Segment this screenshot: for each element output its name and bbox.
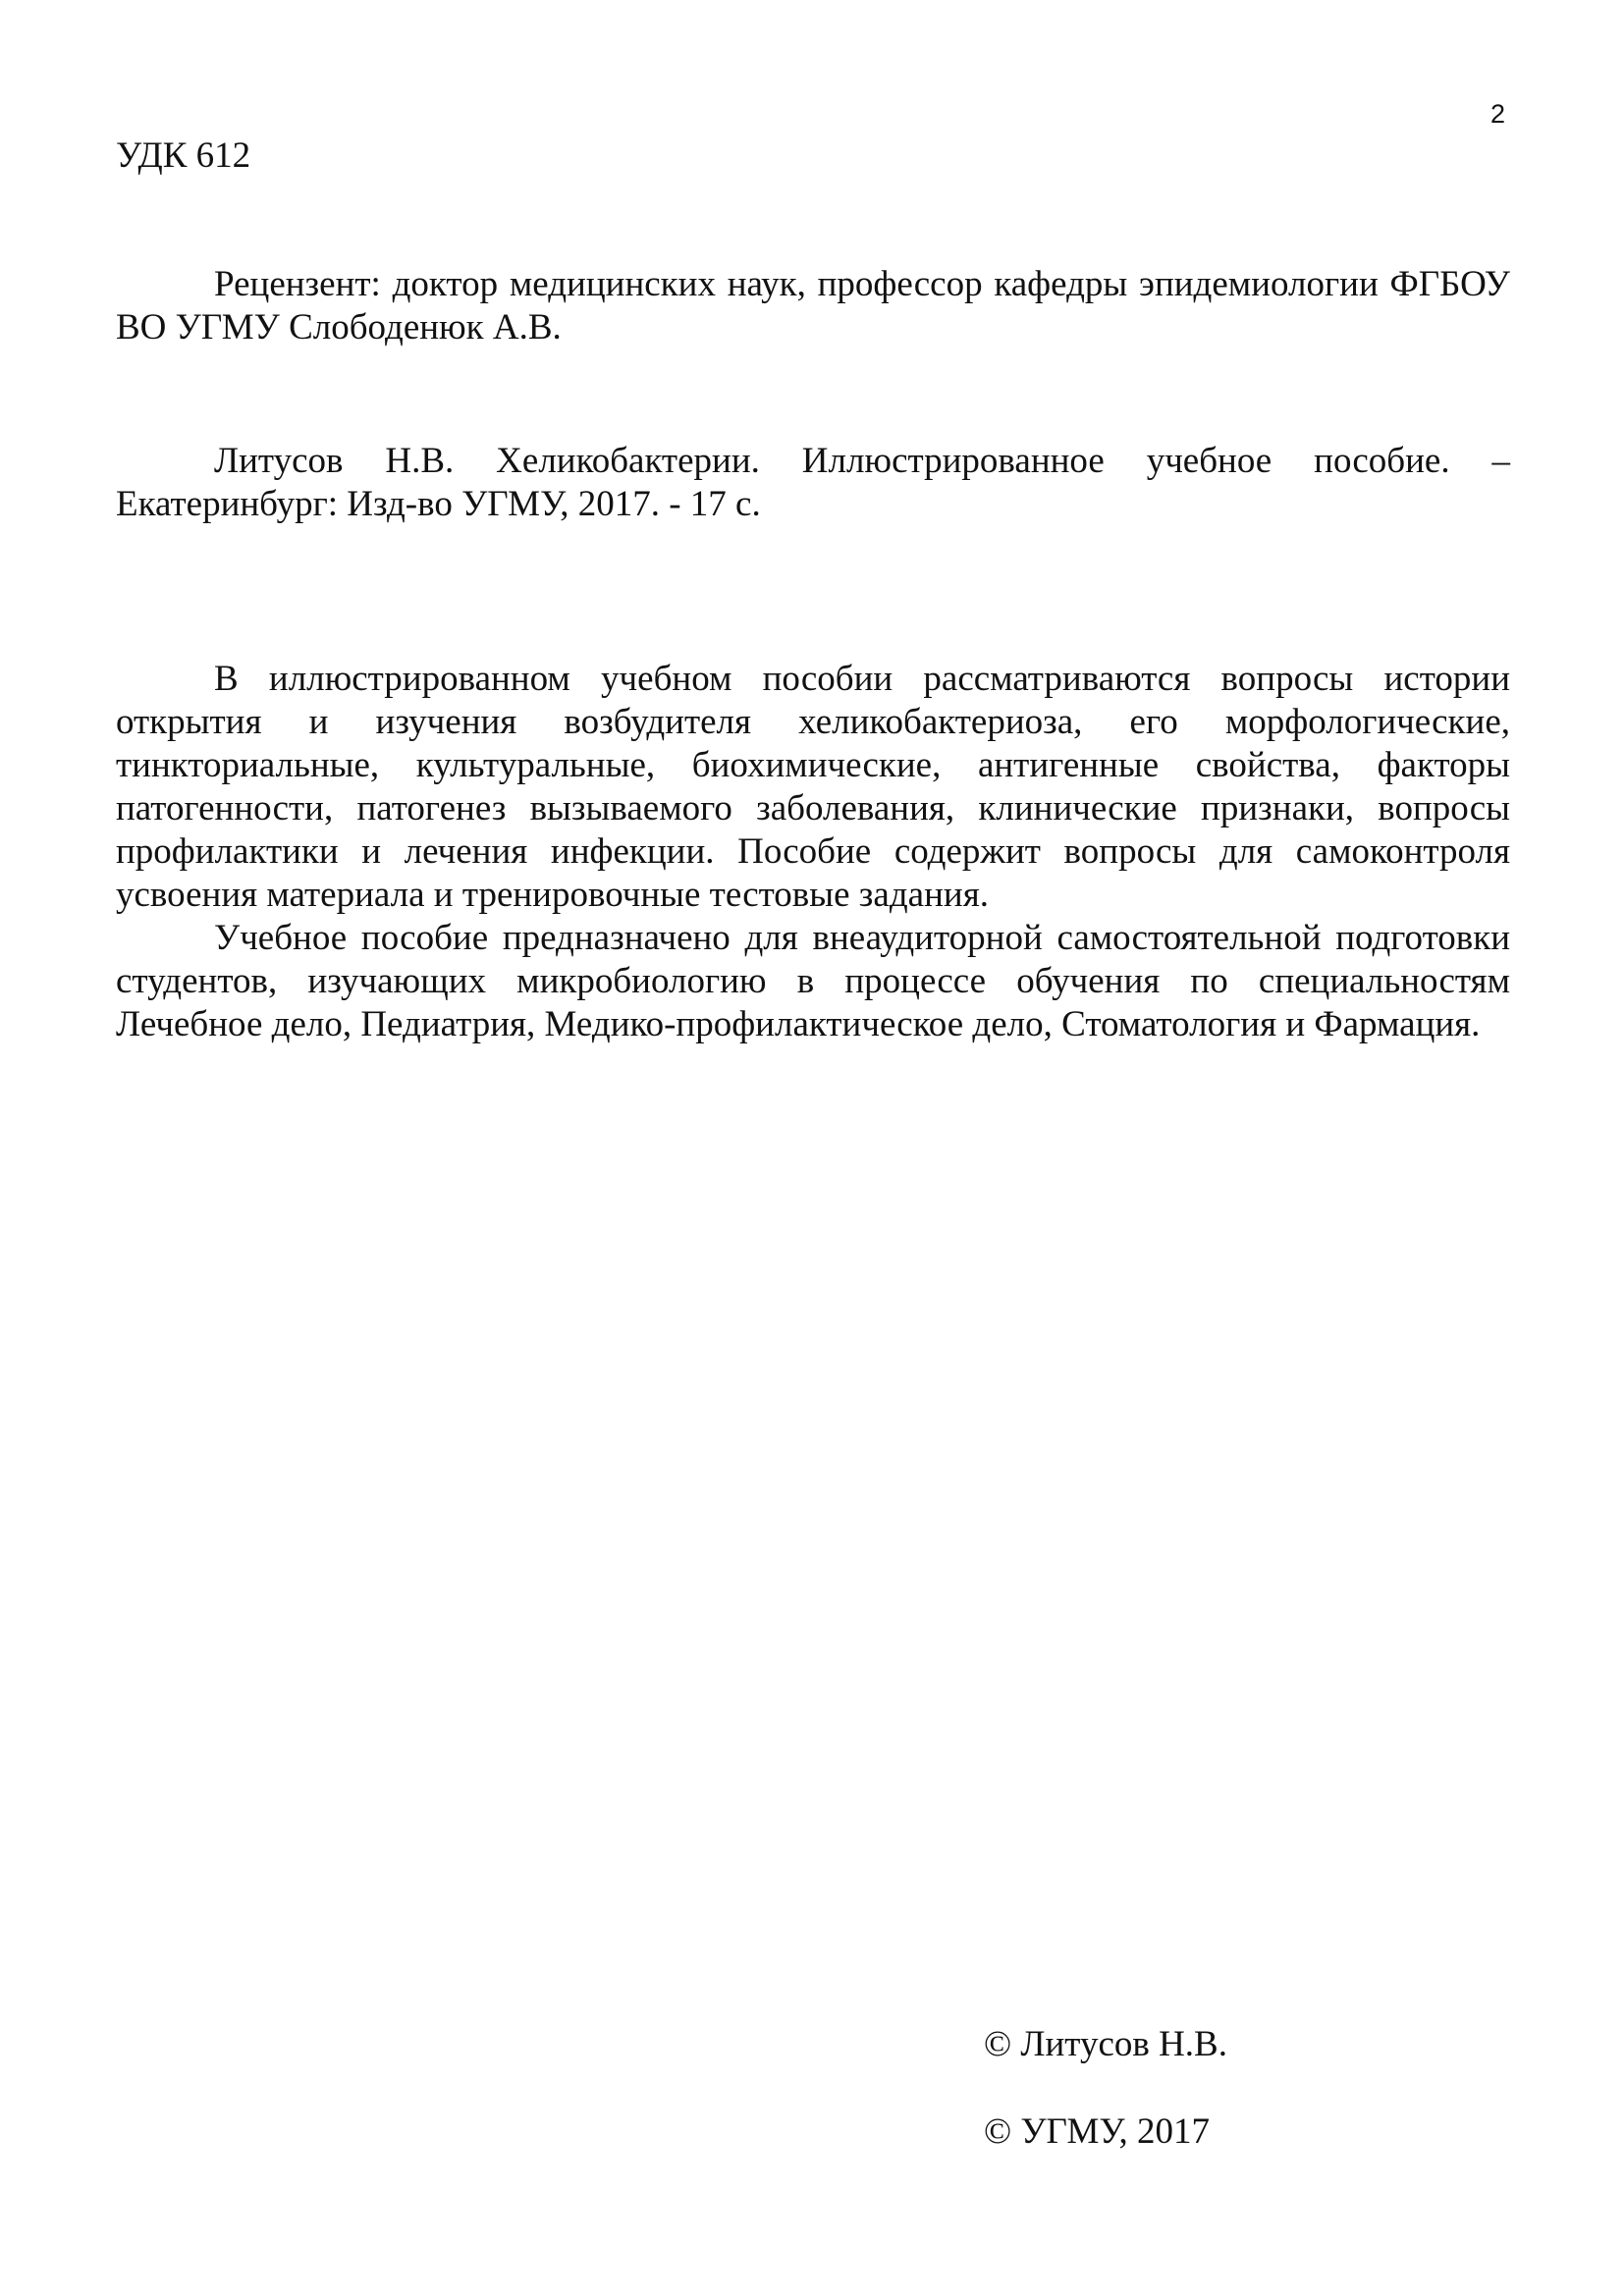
abstract-paragraph-1: В иллюстрированном учебном пособии рассматриваются вопросы истории открытия и изучения возбудителя хеликобактериоза, его морфологические, тинкториальные, культуральные, биохимические, антигенные свойства, факторы патогенности, патогенез вызываемого заболевания, клинические признаки, вопросы профилактики и лечения инфекции. Пособие содержит вопросы для самоконтроля усвоения материала и тренировочные тестовые задания. [116,659,1510,915]
citation-block [116,440,1510,526]
udc-code: УДК 612 [116,135,251,176]
page-number: 2 [1490,99,1506,129]
copyright-university: © УГМУ, 2017 [984,2111,1211,2152]
abstract-block [116,658,1510,1046]
copyright-author: © Литусов Н.В. [984,2024,1227,2064]
reviewer-block [116,263,1510,349]
citation-text: Литусов Н.В. Хеликобактерии. Иллюстрированное учебное пособие. – Екатеринбург: Изд-во УГМУ, 2017. - 17 с. [116,441,1510,524]
abstract-paragraph-2: Учебное пособие предназначено для внеаудиторной самостоятельной подготовки студентов, изучающих микробиологию в процессе обучения по специальностям Лечебное дело, Педиатрия, Медико-профилактическое дело, Стоматология и Фармация. [116,918,1510,1044]
reviewer-text: Рецензент: доктор медицинских наук, профессор кафедры эпидемиологии ФГБОУ ВО УГМУ Слободенюк А.В. [116,264,1510,347]
